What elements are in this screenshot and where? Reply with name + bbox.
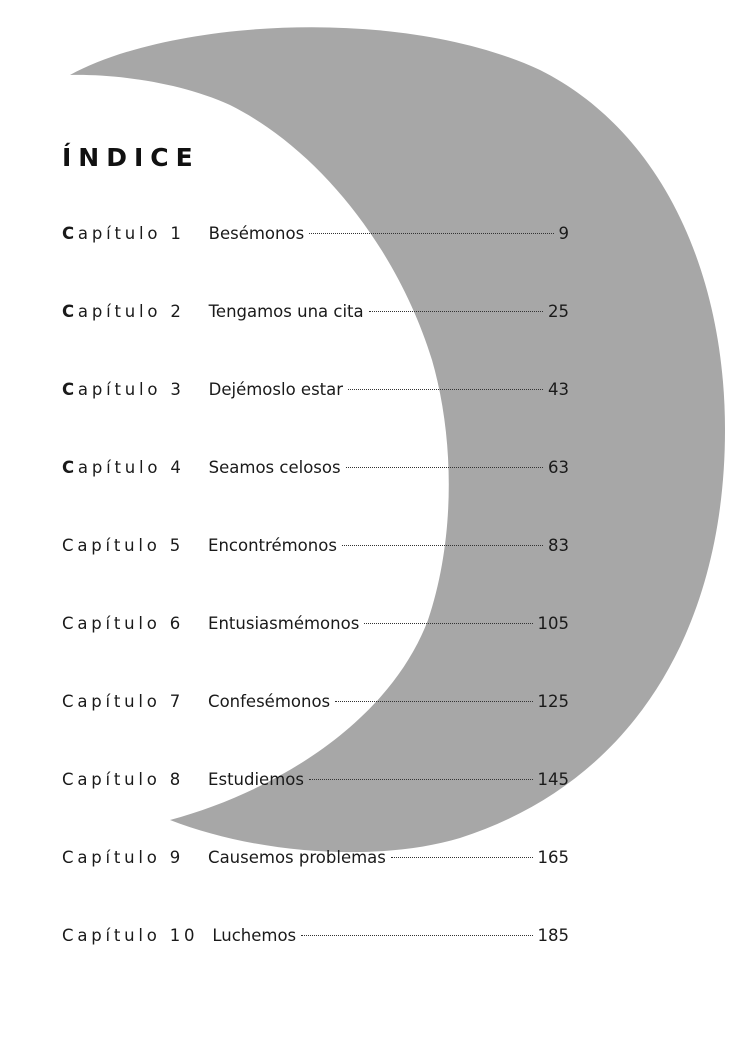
- chapter-label: [62, 926, 198, 945]
- chapter-label-initial: C: [62, 302, 78, 321]
- chapter-label: [62, 380, 185, 399]
- toc-entry: [62, 380, 569, 406]
- dot-leader: [342, 545, 543, 546]
- chapter-label-rest: apítulo 4: [77, 458, 185, 477]
- chapter-title: Causemos problemas: [208, 848, 386, 867]
- toc-entry: [62, 536, 569, 562]
- chapter-label-rest: apítulo 10: [77, 926, 199, 945]
- chapter-title: Tengamos una cita: [208, 302, 364, 321]
- chapter-label-rest: apítulo 9: [77, 848, 185, 867]
- chapter-label-initial: C: [62, 926, 78, 945]
- chapter-label-initial: C: [62, 692, 78, 711]
- toc-entry: [62, 458, 569, 484]
- page-number: 9: [558, 224, 569, 243]
- chapter-label: [62, 536, 184, 555]
- chapter-label-initial: C: [62, 458, 78, 477]
- chapter-label-rest: apítulo 7: [77, 692, 185, 711]
- page-number: 105: [537, 614, 569, 633]
- chapter-label-initial: C: [62, 614, 78, 633]
- chapter-title: Besémonos: [208, 224, 305, 243]
- dot-leader: [309, 233, 553, 234]
- chapter-label-rest: apítulo 2: [77, 302, 185, 321]
- dot-leader: [301, 935, 532, 936]
- chapter-title: Seamos celosos: [208, 458, 341, 477]
- chapter-label-rest: apítulo 8: [77, 770, 185, 789]
- chapter-label-rest: apítulo 1: [77, 224, 185, 243]
- toc-entry: [62, 224, 569, 250]
- chapter-label-rest: apítulo 3: [77, 380, 185, 399]
- page-number: 25: [548, 302, 569, 321]
- chapter-label: [62, 614, 184, 633]
- dot-leader: [348, 389, 543, 390]
- chapter-label-rest: apítulo 5: [77, 536, 185, 555]
- chapter-label-initial: C: [62, 848, 78, 867]
- chapter-label-rest: apítulo 6: [77, 614, 185, 633]
- page-number: 83: [548, 536, 569, 555]
- toc-entry: [62, 614, 569, 640]
- chapter-label: [62, 692, 184, 711]
- chapter-title: Estudiemos: [208, 770, 304, 789]
- dot-leader: [391, 857, 533, 858]
- chapter-label: [62, 458, 185, 477]
- chapter-label: [62, 770, 184, 789]
- chapter-label: [62, 302, 185, 321]
- toc-entry: [62, 302, 569, 328]
- chapter-label: [62, 848, 184, 867]
- toc-entry: [62, 848, 569, 874]
- toc-entry: [62, 692, 569, 718]
- dot-leader: [364, 623, 532, 624]
- chapter-title: Encontrémonos: [208, 536, 337, 555]
- dot-leader: [346, 467, 543, 468]
- chapter-label-initial: C: [62, 380, 78, 399]
- chapter-label-initial: C: [62, 536, 78, 555]
- chapter-title: Luchemos: [212, 926, 297, 945]
- chapter-title: Confesémonos: [208, 692, 331, 711]
- chapter-label-initial: C: [62, 224, 78, 243]
- chapter-label: [62, 224, 185, 243]
- page-number: 165: [537, 848, 569, 867]
- index-title: ÍNDICE: [62, 143, 200, 172]
- dot-leader: [309, 779, 533, 780]
- page-number: 145: [537, 770, 569, 789]
- chapter-label-initial: C: [62, 770, 78, 789]
- toc-entry: [62, 926, 569, 952]
- page-number: 63: [548, 458, 569, 477]
- chapter-title: Dejémoslo estar: [208, 380, 344, 399]
- page-number: 125: [537, 692, 569, 711]
- page-number: 43: [548, 380, 569, 399]
- page-number: 185: [537, 926, 569, 945]
- toc-entry: [62, 770, 569, 796]
- chapter-title: Entusiasmémonos: [208, 614, 360, 633]
- dot-leader: [369, 311, 543, 312]
- dot-leader: [335, 701, 532, 702]
